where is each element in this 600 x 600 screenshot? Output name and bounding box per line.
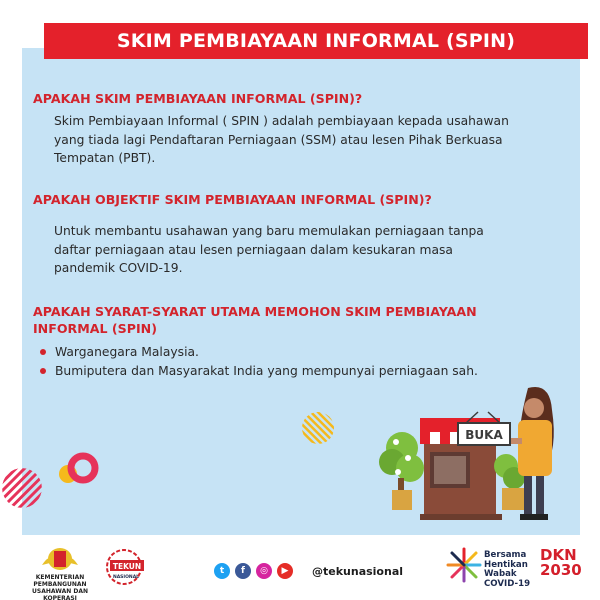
svg-text:NASIONAL: NASIONAL (112, 575, 140, 580)
twitter-icon[interactable]: t (214, 563, 230, 579)
decorative-shapes (0, 440, 120, 530)
answer-line: yang tiada lagi Pendaftaran Perniagaan (SSM) atau lesen Pihak Berkuasa (54, 132, 503, 147)
answer-line: Untuk membantu usahawan yang baru memulakan perniagaan tanpa (54, 224, 484, 238)
instagram-icon[interactable]: ◎ (256, 563, 272, 579)
answer-line: pandemik COVID-19. (54, 261, 183, 275)
dkn-2030-logo: DKN 2030 (540, 546, 582, 579)
answer-line: Tempatan (PBT). (54, 151, 156, 165)
question-requirements (33, 303, 477, 337)
question-line: INFORMAL (SPIN) (33, 321, 157, 336)
youtube-icon[interactable]: ▶ (277, 563, 293, 579)
answer-what-is-spin (54, 112, 524, 168)
svg-text:TEKUN: TEKUN (112, 562, 142, 571)
requirements-list (40, 343, 478, 380)
social-links (214, 563, 293, 579)
page-title-text: SKIM PEMBIAYAAN INFORMAL (SPIN) (116, 30, 516, 52)
answer-objective (54, 222, 524, 278)
question-objective: APAKAH OBJEKTIF SKIM PEMBIAYAAN INFORMAL (SPIN)? (33, 192, 432, 207)
question-line: APAKAH SYARAT-SYARAT UTAMA MEMOHON SKIM PEMBIAYAAN (33, 304, 477, 319)
social-handle[interactable]: @tekunasional (312, 565, 404, 578)
shop-illustration (378, 378, 568, 535)
list-item: Warganegara Malaysia. (40, 343, 478, 362)
striped-circle-icon (2, 468, 42, 508)
list-item: Bumiputera dan Masyarakat India yang mempunyai perniagaan sah. (40, 362, 478, 381)
ministry-name: KEMENTERIAN PEMBANGUNAN USAHAWAN DAN KOPERASI (32, 574, 88, 600)
page-title (44, 23, 588, 59)
bersama-covid-text: Bersama Hentikan Wabak COVID-19 (484, 550, 531, 589)
tekun-logo-icon (104, 548, 148, 586)
ministry-crest-icon (38, 543, 82, 573)
answer-line: daftar perniagaan atau lesen perniagaan dalam kesukaran masa (54, 242, 453, 257)
question-what-is-spin: APAKAH SKIM PEMBIAYAAN INFORMAL (SPIN)? (33, 91, 363, 106)
bullet-icon (40, 349, 46, 355)
answer-line: Skim Pembiayaan Informal ( SPIN ) adalah pembiayaan kepada usahawan (54, 114, 509, 128)
shop-sign-text: BUKA (465, 428, 503, 442)
facebook-icon[interactable]: f (235, 563, 251, 579)
bullet-icon (40, 368, 46, 374)
covid-burst-icon (446, 547, 482, 583)
striped-sun-icon (300, 410, 336, 446)
